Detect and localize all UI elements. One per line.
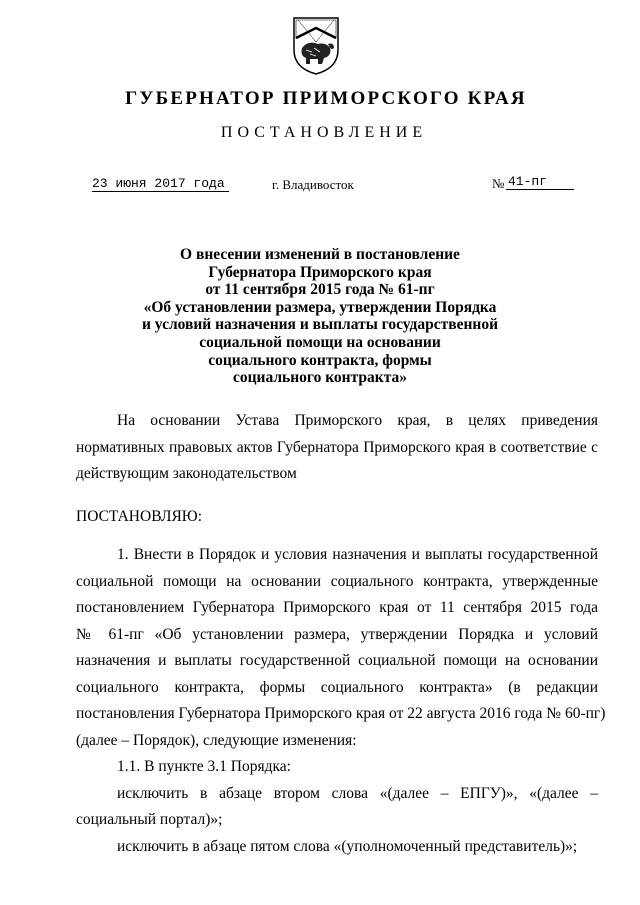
coat-of-arms-emblem: [290, 14, 342, 76]
paragraph-line: нормативных правовых актов Губернатора Приморского края в соответствие с: [76, 438, 598, 456]
title-line: социального контракта, формы: [208, 351, 432, 369]
paragraph-line: № 61-пг «Об установлении размера, утверждении Порядка и условий: [76, 625, 598, 643]
paragraph-line: назначения и выплаты государственной социальной помощи на основании: [76, 652, 598, 669]
paragraph-line: действующим законодательством: [76, 465, 297, 482]
issuer-heading: ГУБЕРНАТОР ПРИМОРСКОГО КРАЯ: [125, 88, 527, 109]
paragraph-line: исключить в абзаце втором слова «(далее – ЕПГУ)», «(далее –: [117, 784, 598, 802]
preamble-paragraph: [76, 408, 598, 488]
paragraph-line: социального контракта, формы социального контракта» (в редакции: [76, 678, 598, 696]
paragraph-line: социальный портал)»;: [76, 811, 223, 828]
paragraph-line: постановления Губернатора Приморского края от 22 августа 2016 года № 60-пг): [76, 705, 606, 722]
title-line: социальной помощи на основании: [199, 333, 441, 351]
paragraph-line: постановлением Губернатора Приморского края от 11 сентября 2015 года: [76, 599, 598, 616]
title-line: «Об установлении размера, утверждении Порядка: [143, 298, 497, 316]
title-line: от 11 сентября 2015 года № 61-пг: [205, 281, 435, 299]
item-1-section: [76, 542, 606, 860]
number-label: №: [492, 176, 505, 191]
title-line: О внесении изменений в постановление: [180, 246, 460, 263]
paragraph-line: социальной помощи на основании социального контракта, утвержденные: [76, 572, 598, 590]
title-line: Губернатора Приморского края: [208, 263, 432, 281]
paragraph-line: (далее – Порядок), следующие изменения:: [76, 731, 357, 749]
document-number: 41-пг: [506, 174, 574, 190]
title-line: социального контракта»: [232, 369, 408, 387]
paragraph-line: 1. Внести в Порядок и условия назначения и выплаты государственной: [117, 546, 598, 563]
document-title: [100, 246, 540, 387]
document-city: г. Владивосток: [272, 177, 354, 192]
decree-word: ПОСТАНОВЛЯЮ:: [76, 508, 203, 525]
document-type-heading: ПОСТАНОВЛЕНИЕ: [220, 124, 428, 141]
paragraph-line: 1.1. В пункте 3.1 Порядка:: [117, 758, 291, 775]
paragraph-line: На основании Устава Приморского края, в целях приведения: [117, 412, 598, 429]
title-line: и условий назначения и выплаты государственной: [141, 316, 499, 334]
paragraph-line: исключить в абзаце пятом слова «(уполномоченный представитель)»;: [117, 837, 578, 855]
document-date: 23 июня 2017 года: [92, 176, 229, 192]
